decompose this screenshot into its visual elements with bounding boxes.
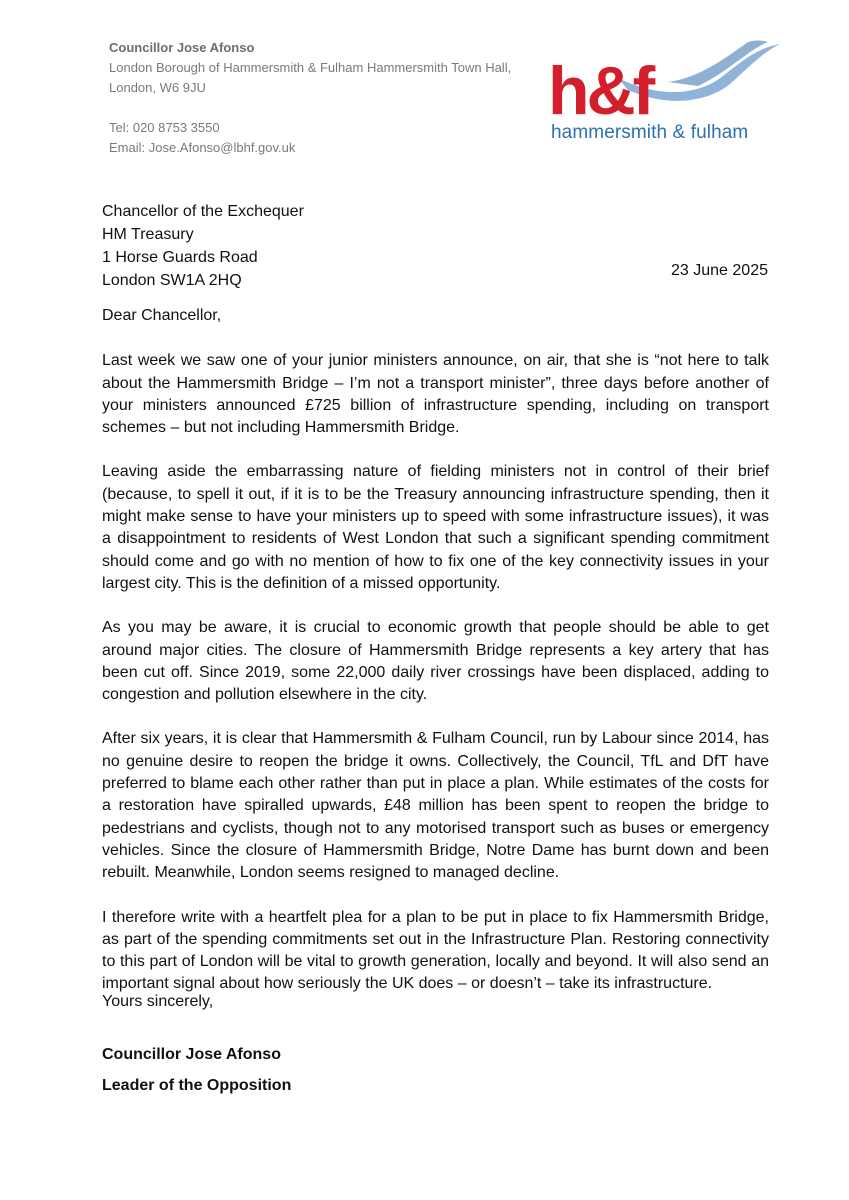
letter-date: 23 June 2025 — [671, 262, 768, 279]
recipient-line: 1 Horse Guards Road — [102, 249, 258, 266]
letter-body — [102, 305, 769, 1018]
sender-email: Email: Jose.Afonso@lbhf.gov.uk — [109, 140, 296, 155]
body-paragraph: I therefore write with a heartfelt plea for a plan to be put in place to fix Hammersmith Bridge, as part of the spending commitments set out in the Infrastructure Plan. Restoring connectivity to this part of London will be vital to growth generation, locally and beyond. It will also send an important signal about how seriously the UK does – or doesn’t – take its infrastructure. — [102, 908, 769, 993]
logo-mark-text: h&f — [548, 53, 653, 128]
recipient-address — [102, 200, 304, 292]
logo-tagline: hammersmith & fulham — [551, 122, 749, 143]
salutation: Dear Chancellor, — [102, 307, 222, 324]
sender-block — [109, 38, 529, 158]
signoff: Yours sincerely, — [102, 993, 214, 1010]
body-paragraph: Last week we saw one of your junior ministers announce, on air, that she is “not here to talk about the Hammersmith Bridge – I’m not a transport minister”, three days before another of your ministers announced £725 billion of infrastructure spending, including on transport schemes – but not including Hammersmith Bridge. — [102, 352, 769, 437]
body-paragraph: After six years, it is clear that Hammersmith & Fulham Council, run by Labour since 2014, has no genuine desire to reopen the bridge it owns. Collectively, the Council, TfL and DfT have preferred to blame each other rather than put in place a plan. While estimates of the costs for a restoration have spiralled upwards, £48 million has been spent to reopen the bridge to pedestrians and cyclists, though not to any motorised transport such as buses or emergency vehicles. Since the closure of Hammersmith Bridge, Notre Dame has burnt down and been rebuilt. Meanwhile, London seems resigned to managed decline. — [102, 730, 769, 882]
sender-name: Councillor Jose Afonso — [109, 40, 255, 55]
body-paragraph: Leaving aside the embarrassing nature of fielding ministers not in control of their brief (because, to spell it out, if it is to be the Treasury announcing infrastructure spending, then it might make sense to have your ministers up to speed with some infrastructure issues), it was a disappointment to residents of West London that such a significant spending commitment should come and go with no mention of how to fix one of the key connectivity issues in your largest city. This is the definition of a missed opportunity. — [102, 463, 769, 592]
recipient-line: HM Treasury — [102, 226, 194, 243]
signature-role: Leader of the Opposition — [102, 1077, 292, 1094]
hf-logo-mark — [548, 38, 788, 128]
recipient-line: Chancellor of the Exchequer — [102, 203, 304, 220]
ribbon-shadow-icon — [668, 41, 768, 87]
body-paragraph: As you may be aware, it is crucial to economic growth that people should be able to get around major cities. The closure of Hammersmith Bridge represents a key artery that has been cut off. Since 2019, some 22,000 daily river crossings have been displaced, adding to congestion and pollution elsewhere in the city. — [102, 619, 769, 704]
sender-tel: Tel: 020 8753 3550 — [109, 120, 220, 135]
sender-address: London Borough of Hammersmith & Fulham Hammersmith Town Hall, London, W6 9JU — [109, 60, 512, 95]
signature-name: Councillor Jose Afonso — [102, 1046, 281, 1063]
recipient-line: London SW1A 2HQ — [102, 272, 242, 289]
